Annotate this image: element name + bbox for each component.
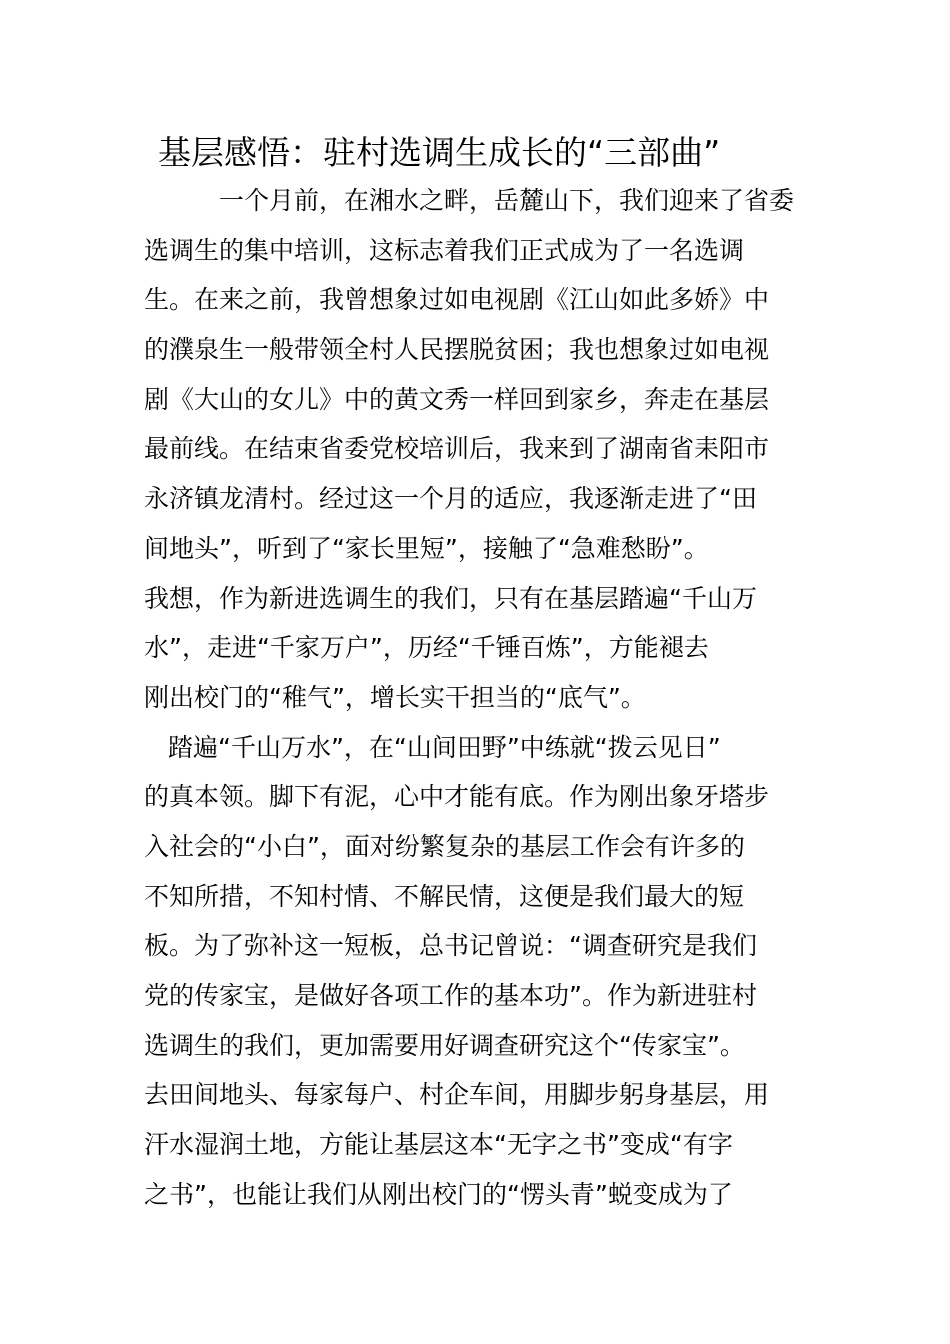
paragraph-line: 永济镇龙清村。经过这一个月的适应，我逐渐走进了“田 [144, 484, 757, 514]
paragraph-line: 板。为了弥补这一短板，总书记曾说：“调查研究是我们 [144, 931, 757, 961]
paragraph-line: 我想，作为新进选调生的我们，只有在基层踏遍“千山万 [144, 583, 757, 613]
paragraph-line: 入社会的“小白”，面对纷繁复杂的基层工作会有许多的 [144, 831, 745, 861]
paragraph-line: 选调生的集中培训，这标志着我们正式成为了一名选调 [144, 235, 745, 265]
paragraph-line: 剧《大山的女儿》中的黄文秀一样回到家乡，奔走在基层 [144, 384, 770, 414]
paragraph-line: 去田间地头、每家每户、村企车间，用脚步躬身基层，用 [144, 1080, 770, 1110]
paragraph-line: 最前线。在结束省委党校培训后，我来到了湖南省耒阳市 [144, 434, 770, 464]
document-body [144, 176, 808, 1219]
paragraph-line: 一个月前，在湘水之畔，岳麓山下，我们迎来了省委 [219, 186, 795, 215]
paragraph-line: 之书”，也能让我们从刚出校门的“愣头青”蜕变成为了 [144, 1179, 733, 1209]
paragraph-line: 的真本领。脚下有泥，心中才能有底。作为刚出象牙塔步 [144, 782, 770, 812]
paragraph-line: 选调生的我们，更加需要用好调查研究这个“传家宝”。 [144, 1030, 745, 1060]
paragraph-line: 间地头”，听到了“家长里短”，接触了“急难愁盼”。 [144, 533, 709, 563]
paragraph-line: 刚出校门的“稚气”，增长实干担当的“底气”。 [144, 682, 646, 712]
paragraph-line: 的濮泉生一般带领全村人民摆脱贫困；我也想象过如电视 [144, 335, 770, 365]
paragraph-line: 汗水湿润土地，方能让基层这本“无字之书”变成“有字 [144, 1130, 733, 1160]
paragraph-line: 党的传家宝，是做好各项工作的基本功”。作为新进驻村 [144, 981, 757, 1010]
document-title: 基层感悟：驻村选调生成长的“三部曲” [158, 133, 721, 172]
paragraph-line: 踏遍“千山万水”，在“山间田野”中练就“拨云见日” [168, 732, 721, 762]
paragraph-line: 不知所措，不知村情、不解民情，这便是我们最大的短 [144, 881, 745, 911]
paragraph-line: 生。在来之前，我曾想象过如电视剧《江山如此多娇》中 [144, 285, 770, 315]
paragraph-line: 水”，走进“千家万户”，历经“千锤百炼”，方能褪去 [144, 633, 709, 663]
